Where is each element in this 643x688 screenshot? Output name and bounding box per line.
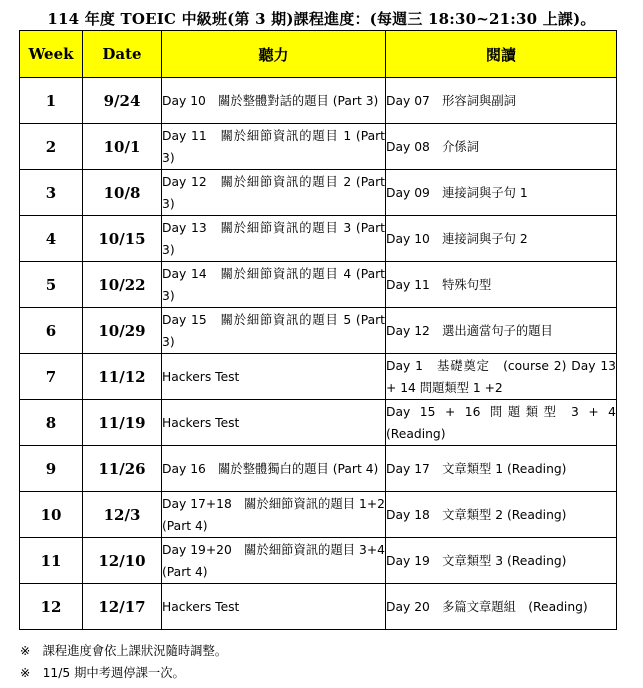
table-row: [20, 170, 617, 216]
listening-cell: Day 11 關於細節資訊的題目 1 (Part 3): [162, 124, 386, 170]
table-row: [20, 446, 617, 492]
reading-cell: Day 15 + 16 問題類型 3 + 4 (Reading): [386, 400, 617, 446]
listening-cell: Hackers Test: [162, 400, 386, 446]
date-cell: 12/17: [83, 584, 162, 630]
week-cell: 12: [20, 584, 83, 630]
header-listening: 聽力: [162, 31, 386, 78]
date-cell: 10/1: [83, 124, 162, 170]
week-cell: 5: [20, 262, 83, 308]
listening-cell: Day 15 關於細節資訊的題目 5 (Part 3): [162, 308, 386, 354]
date-cell: 10/22: [83, 262, 162, 308]
reading-cell: Day 09 連接詞與子句 1: [386, 170, 617, 216]
date-cell: 10/8: [83, 170, 162, 216]
table-row: [20, 124, 617, 170]
reading-cell: Day 1 基礎奠定 (course 2) Day 13 + 14 問題類型 1 +2: [386, 354, 617, 400]
table-row: [20, 354, 617, 400]
listening-cell: Day 16 關於整體獨白的題目 (Part 4): [162, 446, 386, 492]
reading-cell: Day 20 多篇文章題組 (Reading): [386, 584, 617, 630]
header-date: Date: [83, 31, 162, 78]
table-row: [20, 308, 617, 354]
date-cell: 11/19: [83, 400, 162, 446]
listening-cell: Day 17+18 關於細節資訊的題目 1+2 (Part 4): [162, 492, 386, 538]
table-row: [20, 538, 617, 584]
header-week: Week: [20, 31, 83, 78]
date-cell: 10/29: [83, 308, 162, 354]
table-row: [20, 584, 617, 630]
listening-cell: Day 13 關於細節資訊的題目 3 (Part 3): [162, 216, 386, 262]
date-cell: 12/3: [83, 492, 162, 538]
midterm-break-note: ※ 11/5 期中考週停課一次。: [20, 666, 185, 680]
course-schedule-table: [19, 30, 617, 630]
reading-cell: Day 19 文章類型 3 (Reading): [386, 538, 617, 584]
date-cell: 10/15: [83, 216, 162, 262]
reading-cell: Day 07 形容詞與副詞: [386, 78, 617, 124]
date-cell: 11/12: [83, 354, 162, 400]
reading-cell: Day 17 文章類型 1 (Reading): [386, 446, 617, 492]
listening-cell: Hackers Test: [162, 354, 386, 400]
listening-cell: Day 14 關於細節資訊的題目 4 (Part 3): [162, 262, 386, 308]
week-cell: 8: [20, 400, 83, 446]
reading-cell: Day 12 選出適當句子的題目: [386, 308, 617, 354]
reading-cell: Day 08 介係詞: [386, 124, 617, 170]
week-cell: 9: [20, 446, 83, 492]
week-cell: 11: [20, 538, 83, 584]
date-cell: 11/26: [83, 446, 162, 492]
week-cell: 3: [20, 170, 83, 216]
week-cell: 2: [20, 124, 83, 170]
listening-cell: Day 10 關於整體對話的題目 (Part 3): [162, 78, 386, 124]
week-cell: 6: [20, 308, 83, 354]
week-cell: 1: [20, 78, 83, 124]
week-cell: 4: [20, 216, 83, 262]
reading-cell: Day 11 特殊句型: [386, 262, 617, 308]
reading-cell: Day 18 文章類型 2 (Reading): [386, 492, 617, 538]
listening-cell: Day 19+20 關於細節資訊的題目 3+4 (Part 4): [162, 538, 386, 584]
page-title: 114 年度 TOEIC 中級班(第 3 期)課程進度：(每週三 18:30~21:30 上課)。: [47, 10, 596, 28]
listening-cell: Day 12 關於細節資訊的題目 2 (Part 3): [162, 170, 386, 216]
reading-cell: Day 10 連接詞與子句 2: [386, 216, 617, 262]
week-cell: 10: [20, 492, 83, 538]
table-row: [20, 78, 617, 124]
table-row: [20, 400, 617, 446]
table-row: [20, 216, 617, 262]
date-cell: 12/10: [83, 538, 162, 584]
schedule-adjustment-note: ※ 課程進度會依上課狀況隨時調整。: [20, 644, 228, 658]
table-row: [20, 262, 617, 308]
week-cell: 7: [20, 354, 83, 400]
table-header-row: [20, 31, 617, 78]
header-reading: 閱讀: [386, 31, 617, 78]
table-row: [20, 492, 617, 538]
date-cell: 9/24: [83, 78, 162, 124]
listening-cell: Hackers Test: [162, 584, 386, 630]
